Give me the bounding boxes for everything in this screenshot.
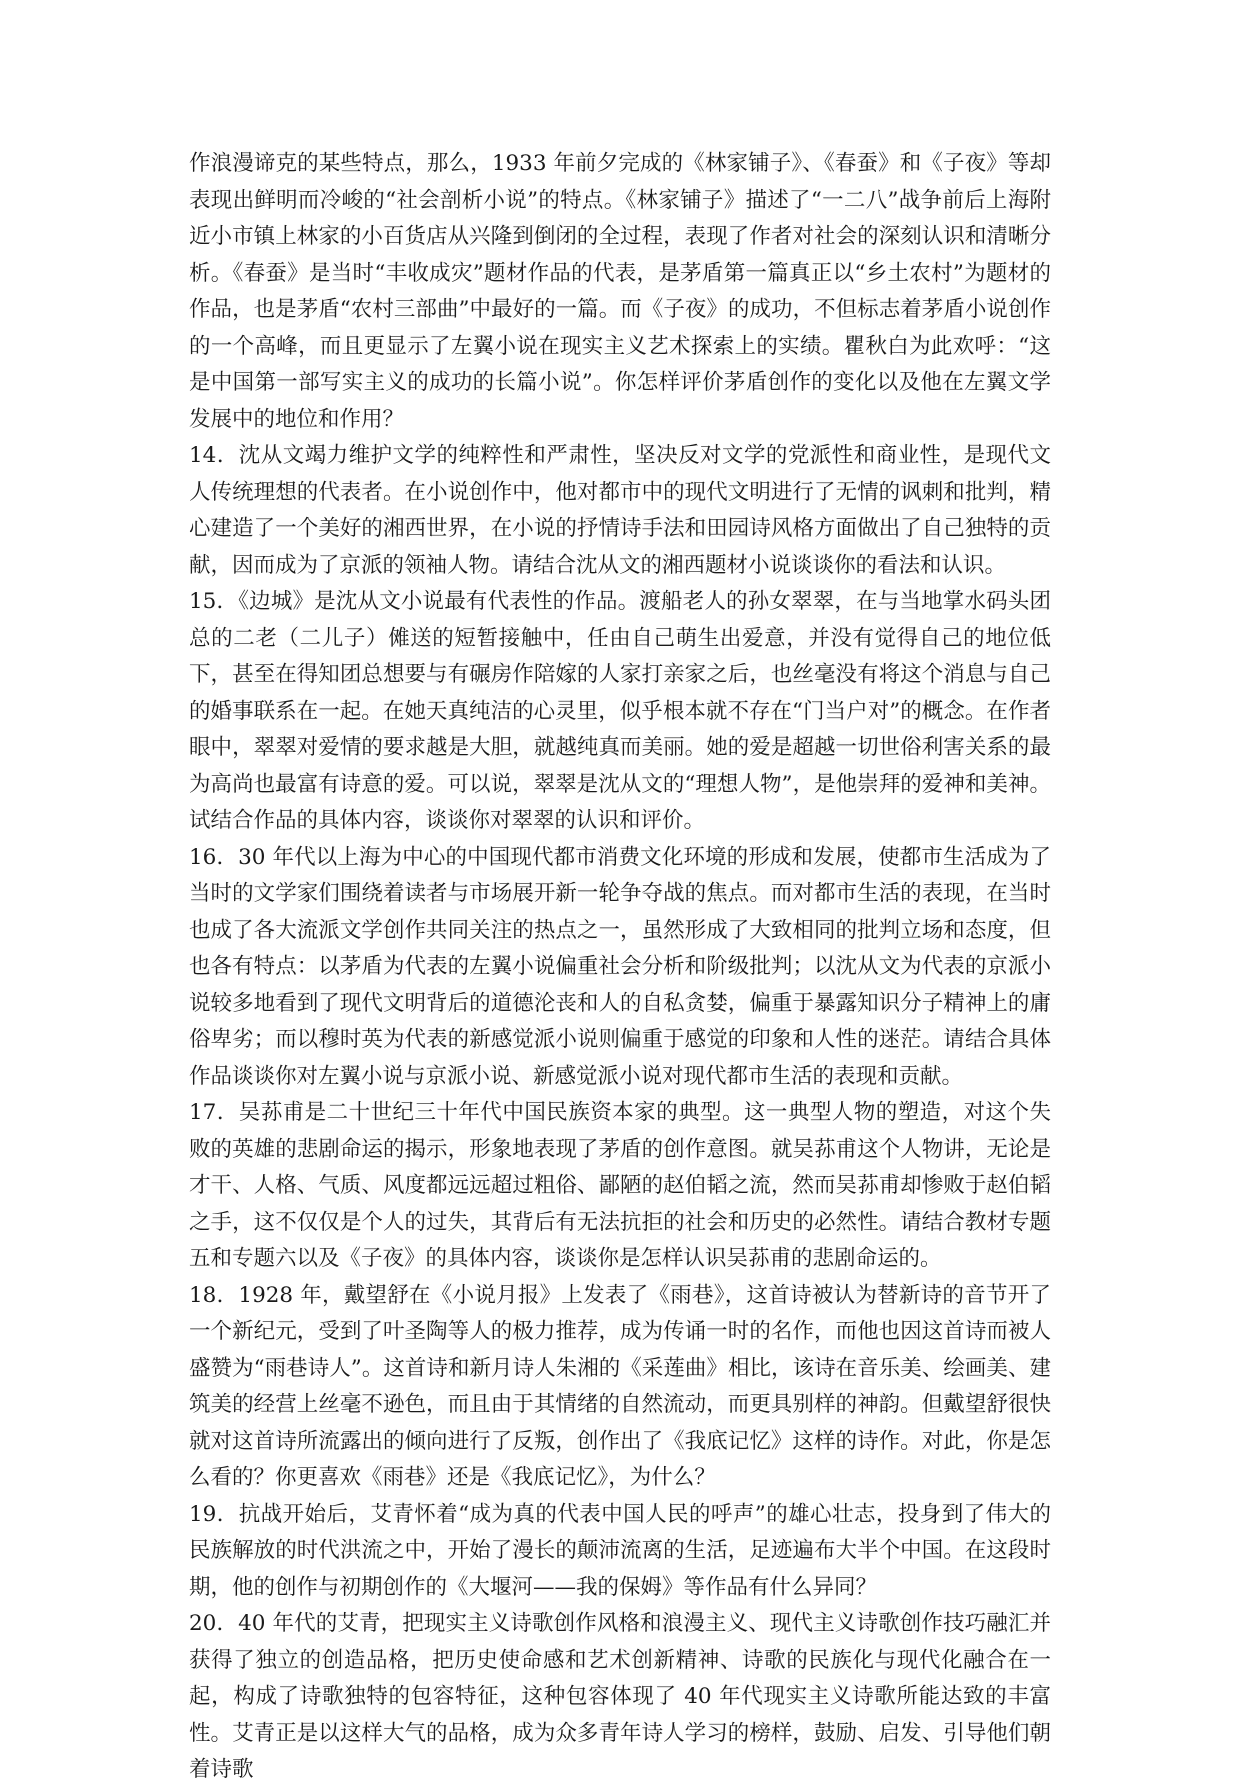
document-body — [189, 146, 1051, 1789]
paragraph-question-16: 16．30 年代以上海为中心的中国现代都市消费文化环境的形成和发展，使都市生活成为了当时的文学家们围绕着读者与市场展开新一轮争夺战的焦点。而对都市生活的表现，在当时也成了各大流派文学创作共同关注的热点之一，虽然形成了大致相同的批判立场和态度，但也各有特点：以茅盾为代表的左翼小说偏重社会分析和阶级批判；以沈从文为代表的京派小说较多地看到了现代文明背后的道德沦丧和人的自私贪婪，偏重于暴露知识分子精神上的庸俗卑劣；而以穆时英为代表的新感觉派小说则偏重于感觉的印象和人性的迷茫。请结合具体作品谈谈你对左翼小说与京派小说、新感觉派小说对现代都市生活的表现和贡献。 — [189, 844, 1051, 1089]
paragraph-question-17: 17．吴荪甫是二十世纪三十年代中国民族资本家的典型。这一典型人物的塑造，对这个失败的英雄的悲剧命运的揭示，形象地表现了茅盾的创作意图。就吴荪甫这个人物讲，无论是才干、人格、气质、风度都远远超过粗俗、鄙陋的赵伯韬之流，然而吴荪甫却惨败于赵伯韬之手，这不仅仅是个人的过失，其背后有无法抗拒的社会和历史的必然性。请结合教材专题五和专题六以及《子夜》的具体内容，谈谈你是怎样认识吴荪甫的悲剧命运的。 — [189, 1100, 1051, 1271]
paragraph-question-14: 14．沈从文竭力维护文学的纯粹性和严肃性，坚决反对文学的党派性和商业性，是现代文人传统理想的代表者。在小说创作中，他对都市中的现代文明进行了无情的讽刺和批判，精心建造了一个美好的湘西世界，在小说的抒情诗手法和田园诗风格方面做出了自己独特的贡献，因而成为了京派的领袖人物。请结合沈从文的湘西题材小说谈谈你的看法和认识。 — [189, 443, 1051, 578]
paragraph-question-19: 19．抗战开始后，艾青怀着“成为真的代表中国人民的呼声”的雄心壮志，投身到了伟大的民族解放的时代洪流之中，开始了漫长的颠沛流离的生活，足迹遍布大半个中国。在这段时期，他的创作与初期创作的《大堰河——我的保姆》等作品有什么异同？ — [189, 1501, 1051, 1600]
paragraph-question-20: 20．40 年代的艾青，把现实主义诗歌创作风格和浪漫主义、现代主义诗歌创作技巧融汇并获得了独立的创造品格，把历史使命感和艺术创新精神、诗歌的民族化与现代化融合在一起，构成了诗歌独特的包容特征，这种包容体现了 40 年代现实主义诗歌所能达致的丰富性。艾青正是以这样大气的品格，成为众多青年诗人学习的榜样，鼓励、启发、引导他们朝着诗歌 — [189, 1611, 1051, 1782]
paragraph-question-15: 15．《边城》是沈从文小说最有代表性的作品。渡船老人的孙女翠翠，在与当地掌水码头团总的二老（二儿子）傩送的短暂接触中，任由自己萌生出爱意，并没有觉得自己的地位低下，甚至在得知团总想要与有碾房作陪嫁的人家打亲家之后，也丝毫没有将这个消息与自己的婚事联系在一起。在她天真纯洁的心灵里，似乎根本就不存在“门当户对”的概念。在作者眼中，翠翠对爱情的要求越是大胆，就越纯真而美丽。她的爱是超越一切世俗利害关系的最为高尚也最富有诗意的爱。可以说，翠翠是沈从文的“理想人物”，是他崇拜的爱神和美神。试结合作品的具体内容，谈谈你对翠翠的认识和评价。 — [189, 589, 1051, 833]
paragraph-continuation-maodun: 作浪漫谛克的某些特点，那么，1933 年前夕完成的《林家铺子》、《春蚕》和《子夜》等却表现出鲜明而冷峻的“社会剖析小说”的特点。《林家铺子》描述了“一二八”战争前后上海附近小市镇上林家的小百货店从兴隆到倒闭的全过程，表现了作者对社会的深刻认识和清晰分析。《春蚕》是当时“丰收成灾”题材作品的代表，是茅盾第一篇真正以“乡土农村”为题材的作品，也是茅盾“农村三部曲”中最好的一篇。而《子夜》的成功，不但标志着茅盾小说创作的一个高峰，而且更显示了左翼小说在现实主义艺术探索上的实绩。瞿秋白为此欢呼：“这是中国第一部写实主义的成功的长篇小说”。你怎样评价茅盾创作的变化以及他在左翼文学发展中的地位和作用？ — [189, 151, 1051, 432]
paragraph-question-18: 18．1928 年，戴望舒在《小说月报》上发表了《雨巷》，这首诗被认为替新诗的音节开了一个新纪元，受到了叶圣陶等人的极力推荐，成为传诵一时的名作，而他也因这首诗而被人盛赞为“雨巷诗人”。这首诗和新月诗人朱湘的《采莲曲》相比，该诗在音乐美、绘画美、建筑美的经营上丝毫不逊色，而且由于其情绪的自然流动，而更具别样的神韵。但戴望舒很快就对这首诗所流露出的倾向进行了反叛，创作出了《我底记忆》这样的诗作。对此，你是怎么看的？你更喜欢《雨巷》还是《我底记忆》，为什么？ — [189, 1282, 1051, 1490]
